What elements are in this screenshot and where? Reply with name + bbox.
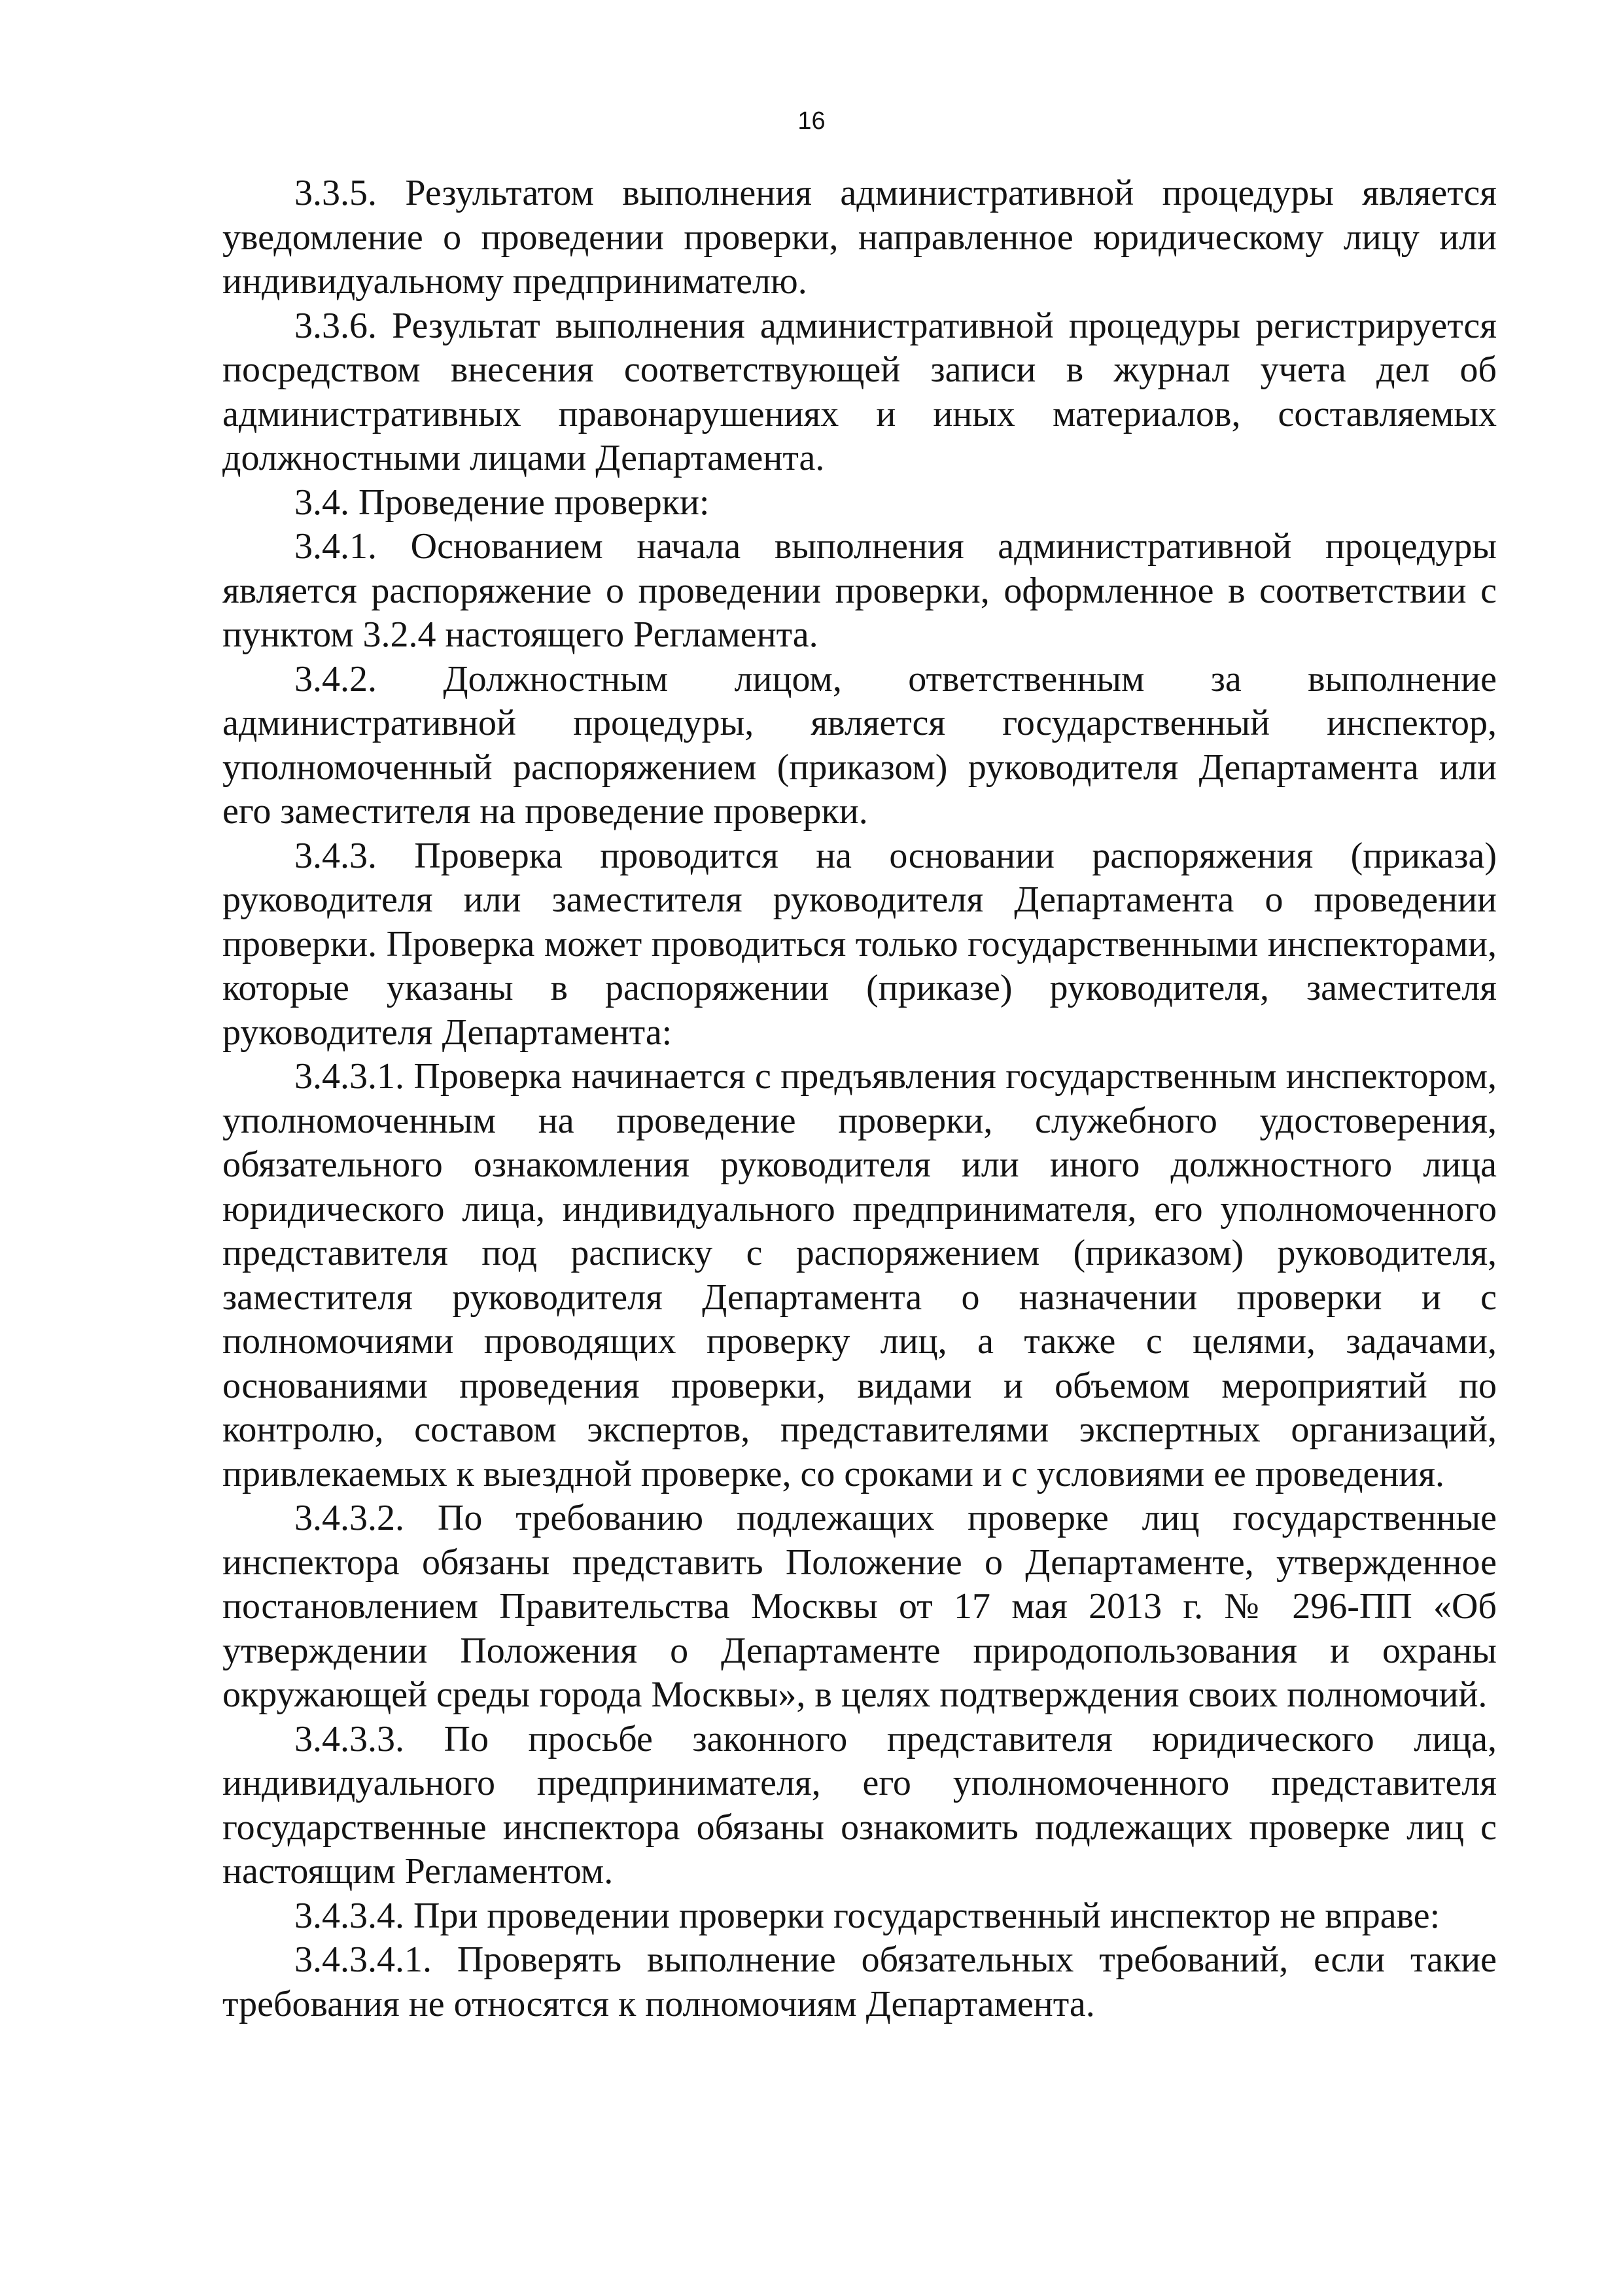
page-number: 16 [797,107,826,135]
paragraph-3-4-3: 3.4.3. Проверка проводится на основании распоряжения (приказа) руководителя или заместителя руководителя Департамента о проведении проверки. Проверка может проводиться только государственными инспекторами, которые указаны в распоряжении (приказе) руководителя, заместителя руководителя Департамента: [222,835,1497,1053]
paragraph-3-3-6: 3.3.6. Результат выполнения административной процедуры регистрируется посредством внесения соответствующей записи в журнал учета дел об административных правонарушениях и иных материалов, составляемых должностными лицами Департамента. [222,305,1497,478]
paragraph-3-4-3-4-1: 3.4.3.4.1. Проверять выполнение обязательных требований, если такие требования не относятся к полномочиям Департамента. [222,1939,1497,2024]
paragraph-3-4-3-3: 3.4.3.3. По просьбе законного представителя юридического лица, индивидуального предпринимателя, его уполномоченного представителя государственные инспектора обязаны ознакомить подлежащих проверке лиц с настоящим Регламентом. [222,1718,1497,1892]
document-body [222,171,1497,2026]
paragraph-3-4-2: 3.4.2. Должностным лицом, ответственным за выполнение административной процедуры, является государственный инспектор, уполномоченный распоряжением (приказом) руководителя Департамента или его заместителя на проведение проверки. [222,658,1497,832]
paragraph-3-4-3-4: 3.4.3.4. При проведении проверки государственный инспектор не вправе: [294,1895,1440,1936]
paragraph-3-4-3-1: 3.4.3.1. Проверка начинается с предъявления государственным инспектором, уполномоченным на проведение проверки, служебного удостоверения, обязательного ознакомления руководителя или иного должностного лица юридического лица, индивидуального предпринимателя, его уполномоченного представителя под расписку с распоряжением (приказом) руководителя, заместителя руководителя Департамента о назначении проверки и с полномочиями проводящих проверку лиц, а также с целями, задачами, основаниями проведения проверки, видами и объемом мероприятий по контролю, составом экспертов, представителями экспертных организаций, привлекаемых к выездной проверке, со сроками и с условиями ее проведения. [222,1056,1497,1494]
paragraph-3-4-1: 3.4.1. Основанием начала выполнения административной процедуры является распоряжение о проведении проверки, оформленное в соответствии с пунктом 3.2.4 настоящего Регламента. [222,526,1497,655]
paragraph-3-4-3-2: 3.4.3.2. По требованию подлежащих проверке лиц государственные инспектора обязаны представить Положение о Департаменте, утвержденное постановлением Правительства Москвы от 17 мая 2013 г. № 296-ПП «Об утверждении Положения о Департаменте природопользования и охраны окружающей среды города Москвы», в целях подтверждения своих полномочий. [222,1498,1497,1715]
paragraph-3-3-5: 3.3.5. Результатом выполнения административной процедуры является уведомление о проведении проверки, направленное юридическому лицу или индивидуальному предпринимателю. [222,173,1497,302]
paragraph-3-4: 3.4. Проведение проверки: [294,482,710,523]
